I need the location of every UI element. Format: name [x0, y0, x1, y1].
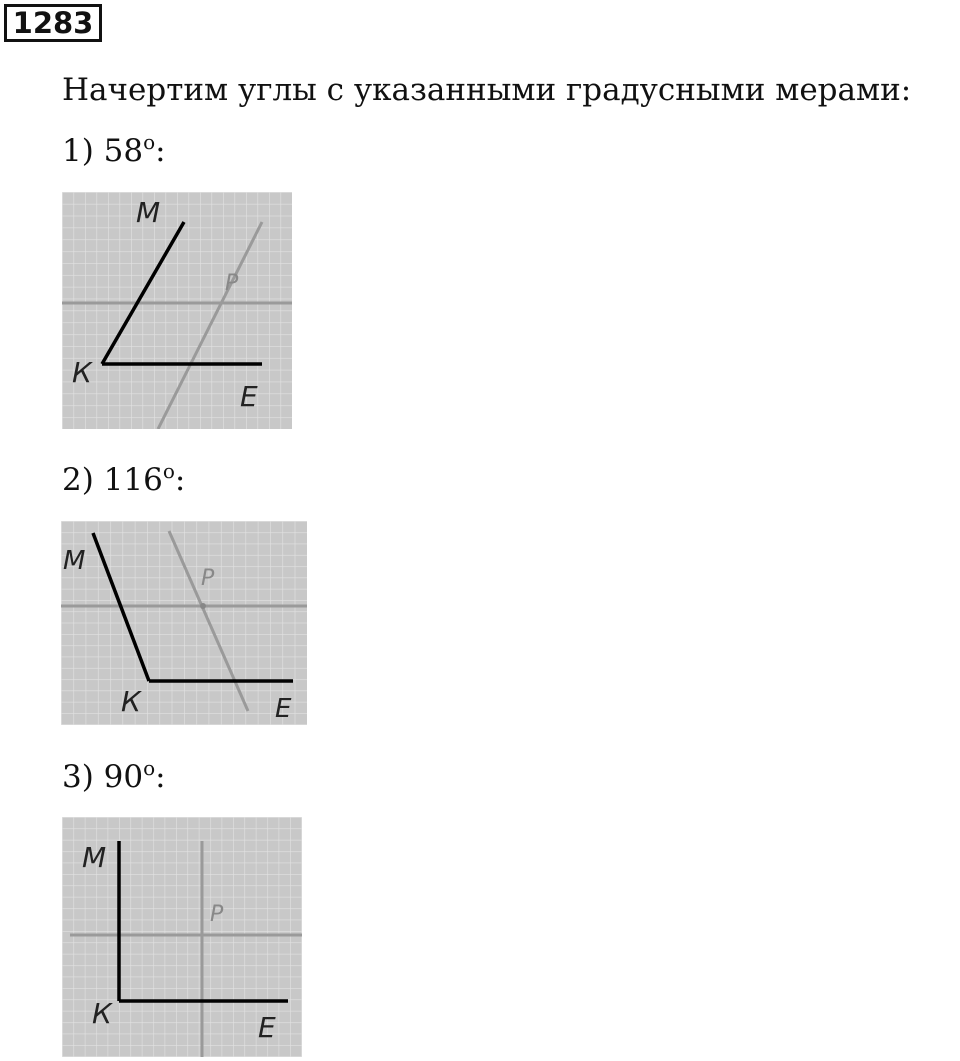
point-m-label: М — [82, 841, 107, 874]
item-1-label-colon: : — [155, 133, 166, 169]
angle-figure-58 — [62, 192, 292, 429]
point-e-label: Е — [240, 380, 258, 413]
problem-number: 1283 — [4, 4, 102, 42]
grid-lines — [61, 521, 307, 725]
item-1-label — [62, 131, 166, 171]
item-3-label — [62, 757, 166, 797]
point-k-label: К — [121, 685, 141, 718]
item-2-label-text: 2) 116 — [62, 462, 163, 498]
item-2-label-colon: : — [174, 462, 186, 498]
point-k-label: К — [92, 997, 112, 1030]
point-p-marker — [200, 603, 206, 609]
point-m-label: М — [136, 196, 161, 229]
item-3-label-colon: : — [155, 759, 166, 795]
point-e-label: Е — [258, 1011, 276, 1044]
point-p-label: Р — [225, 271, 239, 296]
item-1-degree-sign: о — [143, 130, 156, 154]
item-2-label — [62, 460, 185, 500]
angle-figure-90 — [62, 817, 302, 1057]
point-m-label: М — [63, 546, 86, 576]
item-2-degree-sign: о — [162, 459, 175, 483]
point-p-label: Р — [210, 902, 224, 927]
item-3-label-text: 3) 90 — [62, 759, 144, 795]
point-k-label: К — [72, 356, 92, 389]
point-p-label: Р — [201, 566, 215, 591]
item-1-label-text: 1) 58 — [62, 133, 144, 169]
item-3-degree-sign: о — [143, 756, 156, 780]
angle-figure-116 — [61, 521, 307, 725]
point-e-label: Е — [275, 694, 292, 724]
intro-text: Начертим углы с указанными градусными мерами: — [62, 72, 912, 108]
